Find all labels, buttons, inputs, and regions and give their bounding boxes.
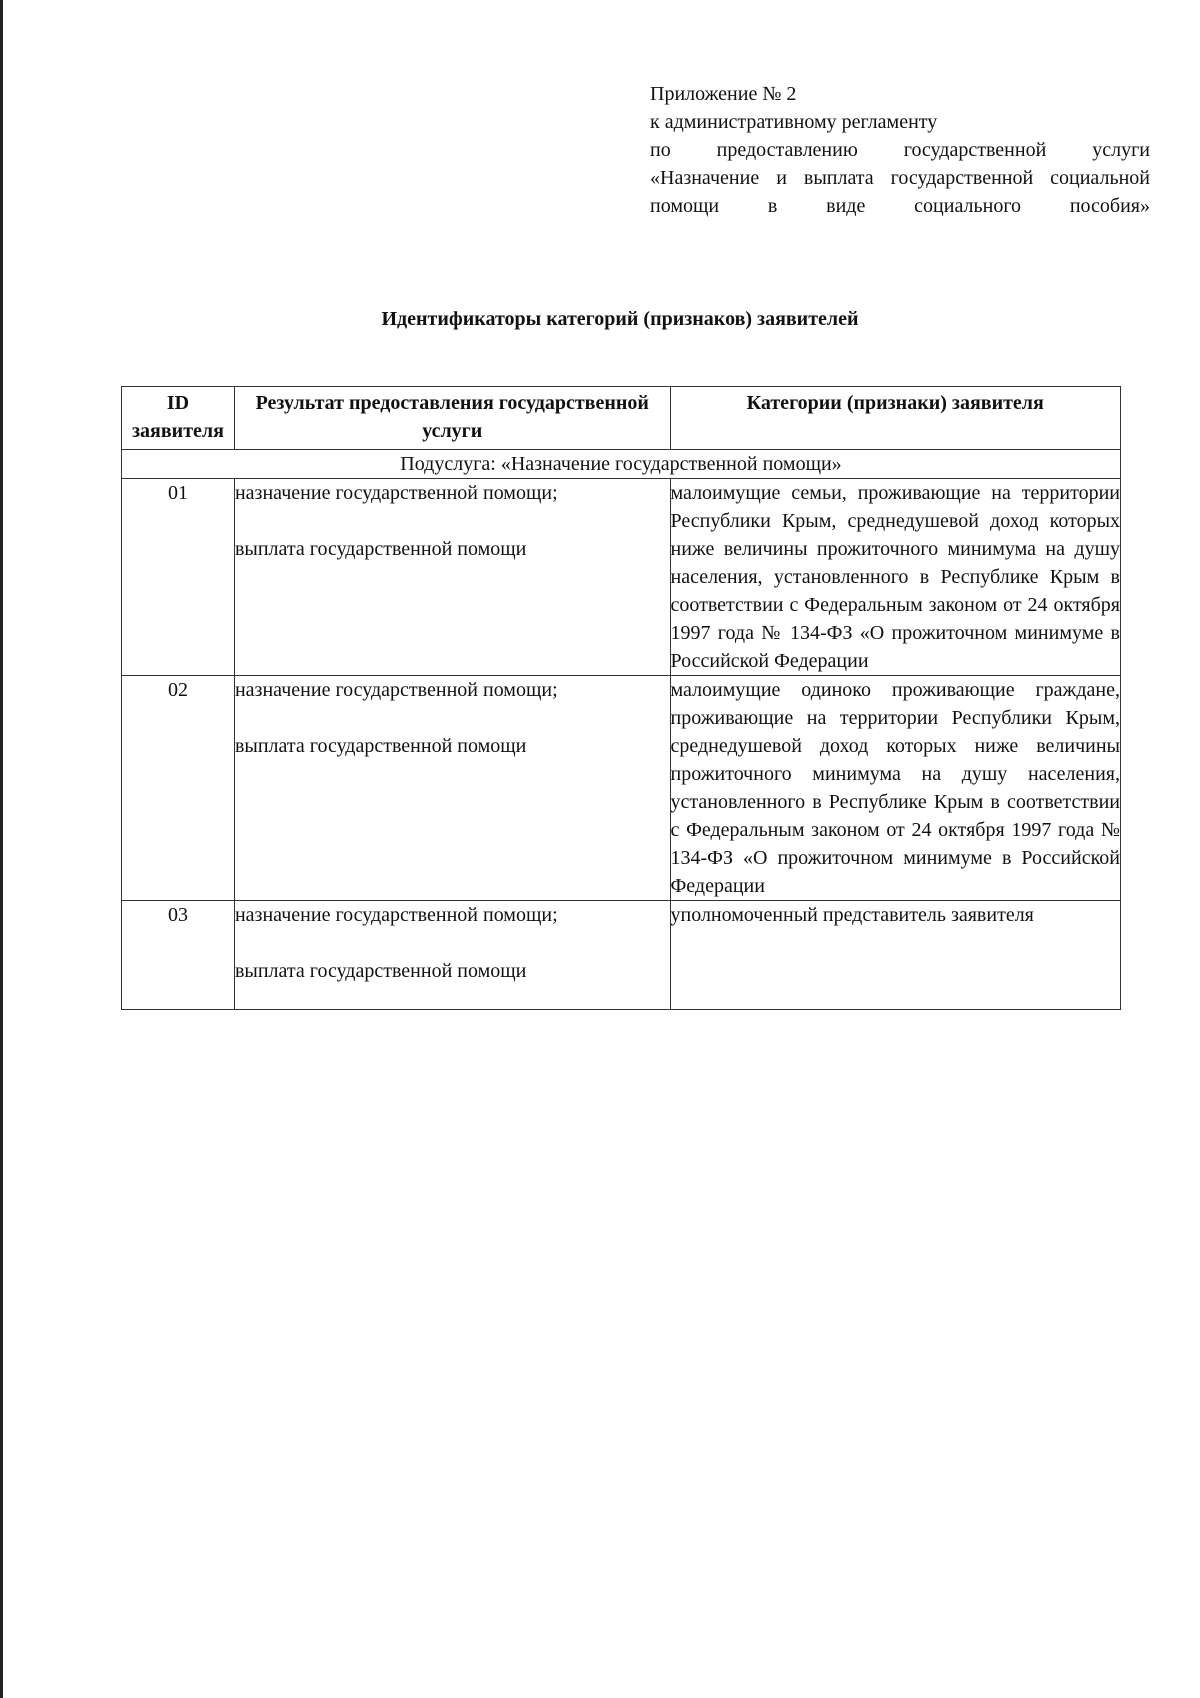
applicant-category: малоимущие семьи, проживающие на территории Республики Крым, среднедушевой доход которых ниже величины прожиточного минимума на душу населения, установленного в Республике Крым в соответствии с Федеральным законом от 24 октября 1997 года № 134-ФЗ «О прожиточном минимуме в Российской Федерации	[670, 479, 1121, 676]
subservice-title: Подуслуга: «Назначение государственной помощи»	[122, 450, 1121, 479]
document-title: Идентификаторы категорий (признаков) заявителей	[381, 308, 859, 330]
appendix-header	[650, 80, 1150, 220]
applicant-id: 02	[122, 676, 235, 901]
table-row	[122, 479, 1121, 676]
appendix-number: Приложение № 2	[650, 83, 797, 105]
result-assignment: назначение государственной помощи;	[234, 904, 558, 926]
result-assignment: назначение государственной помощи;	[234, 679, 558, 701]
applicant-category: малоимущие одиноко проживающие граждане, проживающие на территории Республики Крым, среднедушевой доход которых ниже величины прожиточного минимума на душу населения, установленного в Республике Крым в соответствии с Федеральным законом от 24 октября 1997 года № 134-ФЗ «О прожиточном минимуме в Российской Федерации	[670, 676, 1121, 901]
appendix-service-intro: по предоставлению государственной услуги	[650, 139, 1150, 161]
result-cell	[234, 901, 670, 1010]
applicant-category: уполномоченный представитель заявителя	[670, 901, 1121, 1010]
applicant-categories-table	[121, 386, 1121, 1010]
table-row	[122, 676, 1121, 901]
header-result: Результат предоставления государственной услуги	[234, 387, 670, 450]
result-payment: выплата государственной помощи	[234, 735, 527, 757]
appendix-regulation: к административному регламенту	[650, 111, 938, 133]
result-payment: выплата государственной помощи	[234, 538, 527, 560]
table-row	[122, 901, 1121, 1010]
result-assignment: назначение государственной помощи;	[234, 482, 558, 504]
applicant-id: 03	[122, 901, 235, 1010]
header-category: Категории (признаки) заявителя	[670, 387, 1121, 450]
applicant-id: 01	[122, 479, 235, 676]
table-header-row	[122, 387, 1121, 450]
appendix-service-name: «Назначение и выплата государственной социальной помощи в виде социального пособия»	[650, 167, 1150, 217]
result-cell	[234, 676, 670, 901]
result-cell	[234, 479, 670, 676]
scan-edge-line	[0, 0, 3, 1698]
subservice-row	[122, 450, 1121, 479]
header-id: ID заявителя	[122, 387, 235, 450]
result-payment: выплата государственной помощи	[234, 960, 527, 982]
